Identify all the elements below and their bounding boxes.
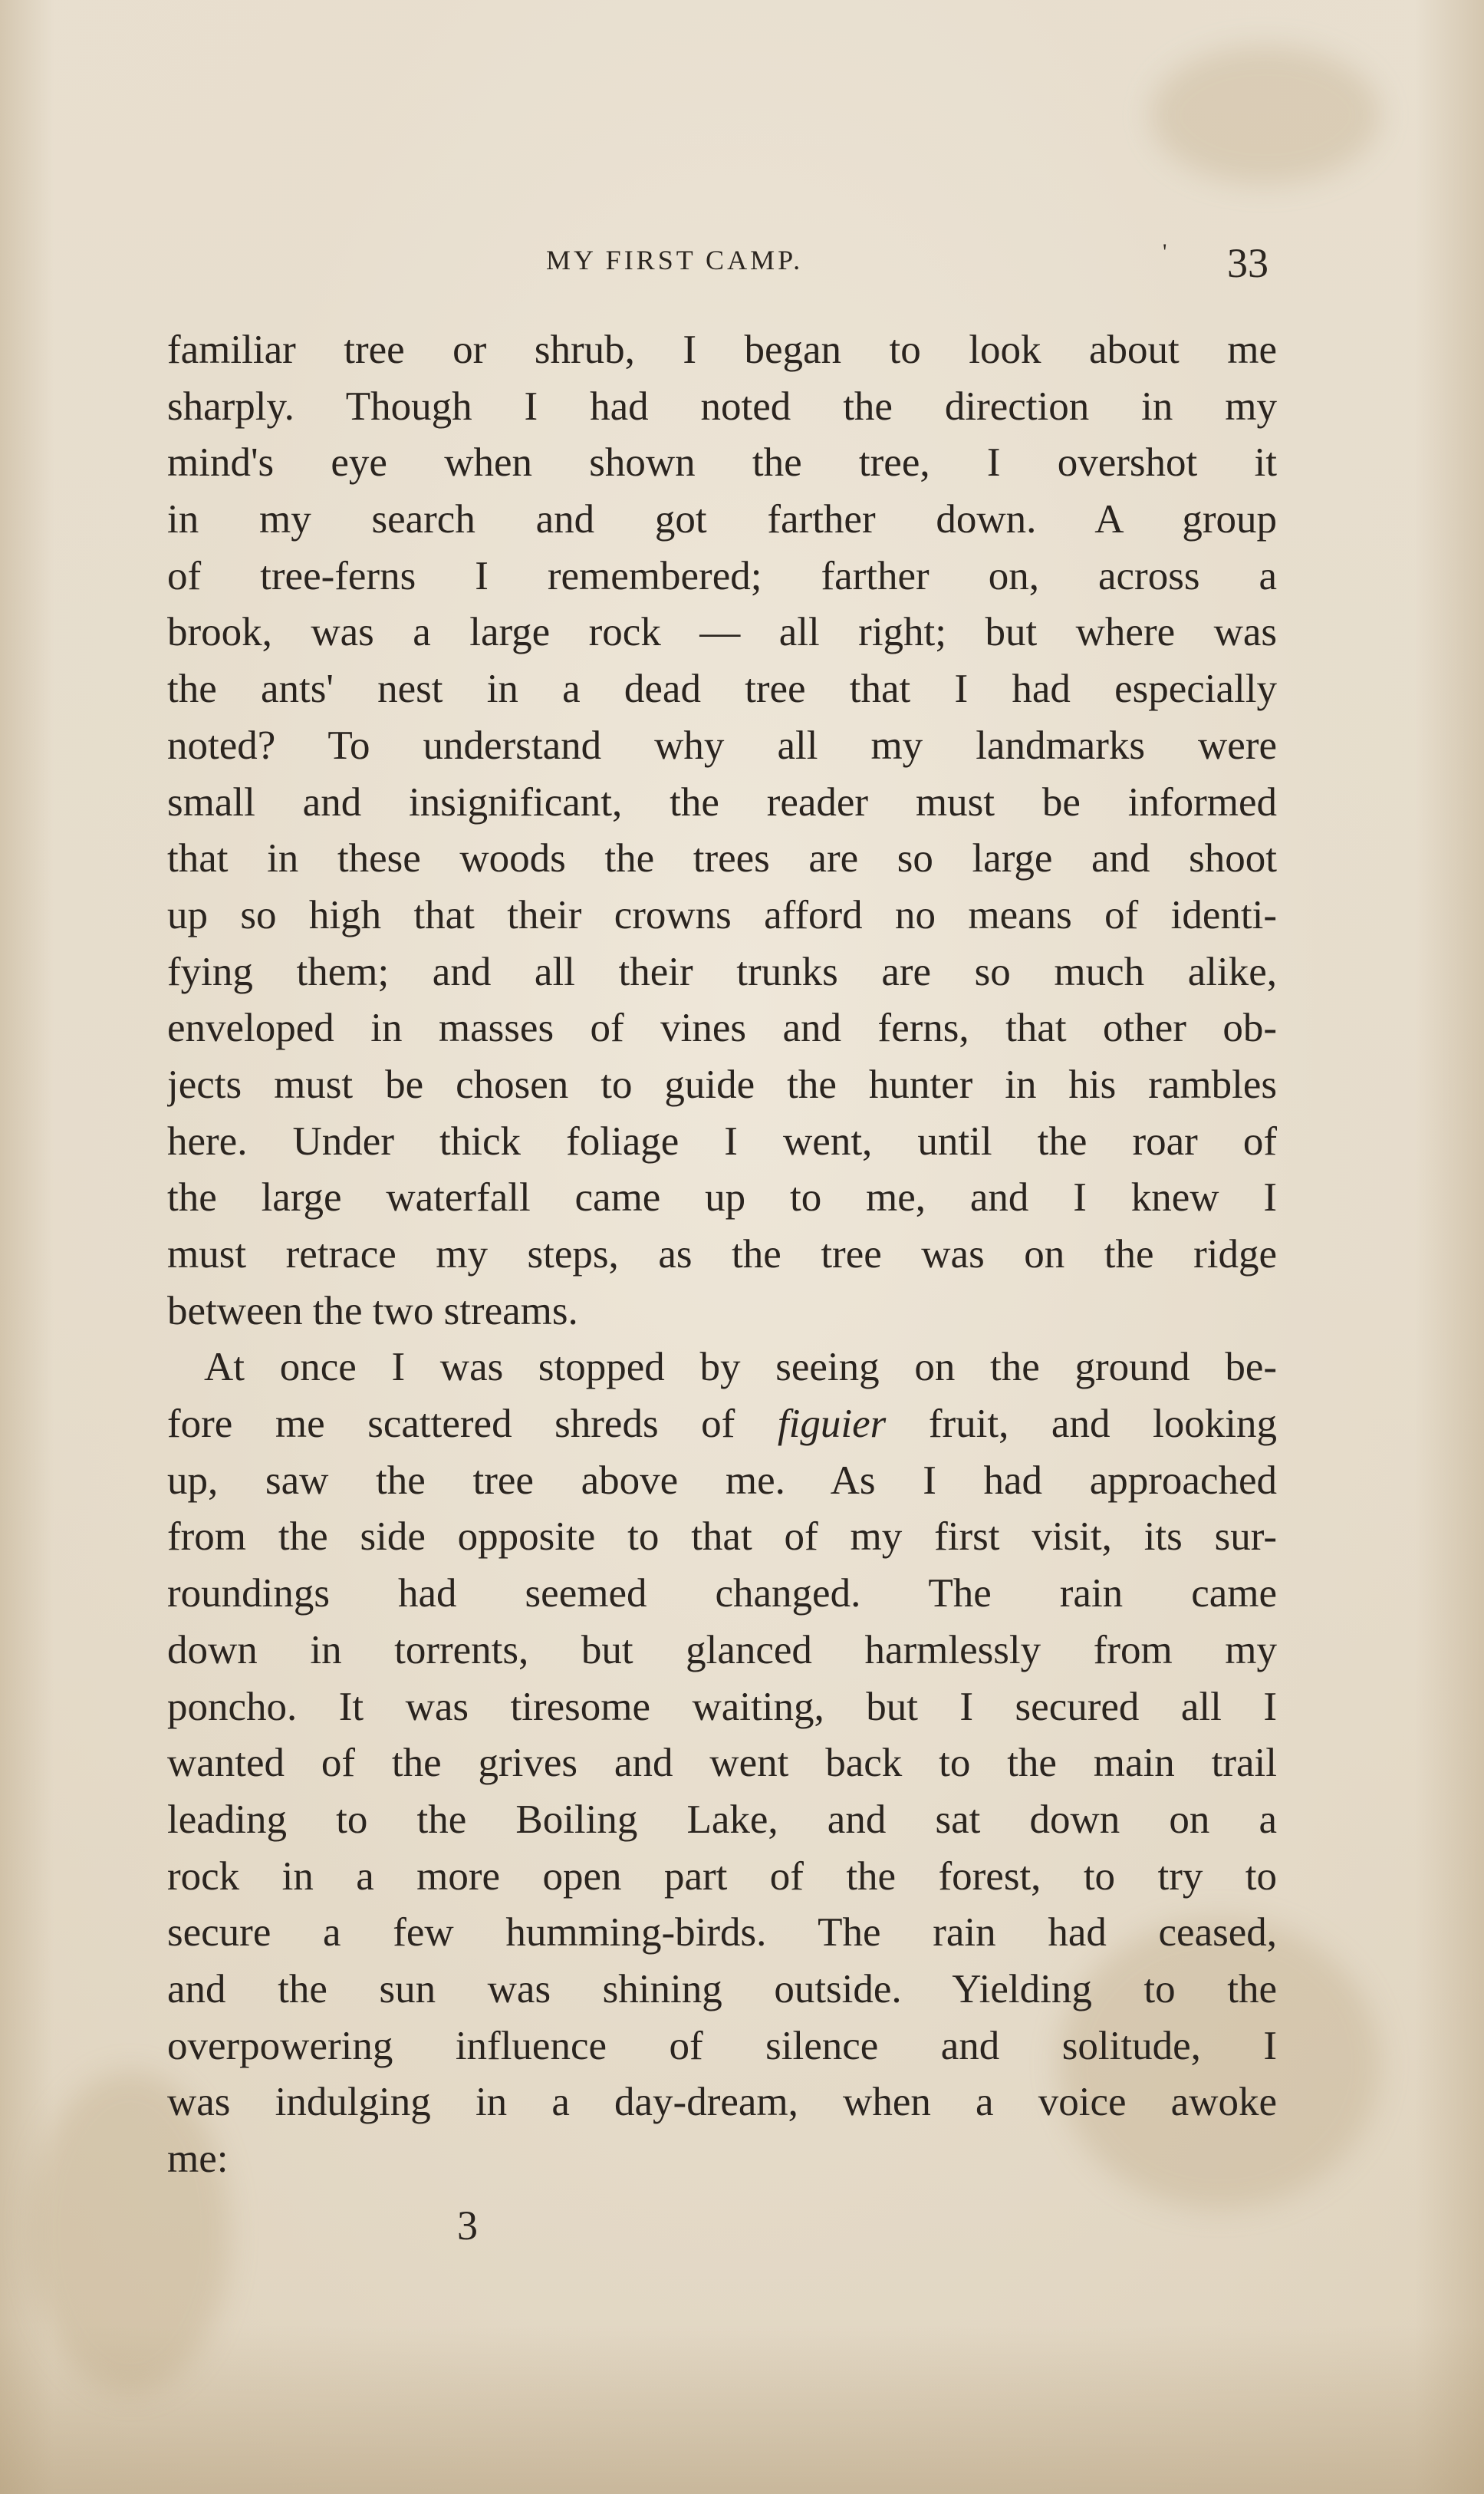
text-line: noted? To understand why all my landmarks were	[167, 723, 1277, 768]
text-line: up, saw the tree above me. As I had approached	[167, 1458, 1277, 1503]
text-line: down in torrents, but glanced harmlessly from my	[167, 1627, 1277, 1672]
text-line: here. Under thick foliage I went, until the roar of	[167, 1119, 1277, 1164]
page-edge-shadow-bottom	[0, 2325, 1484, 2494]
running-title: MY FIRST CAMP.	[546, 245, 804, 275]
page-edge-shadow-right	[1415, 0, 1484, 2494]
text-line: secure a few humming-birds. The rain had ceased,	[167, 1910, 1277, 1955]
text-line: overpowering influence of silence and solitude, I	[167, 2023, 1277, 2068]
text-segment: fruit, and looking	[886, 1402, 1277, 1447]
text-line: familiar tree or shrub, I began to look about me	[167, 328, 1277, 372]
text-line: was indulging in a day-dream, when a voice awoke	[167, 2080, 1277, 2125]
text-line: small and insignificant, the reader must be informed	[167, 779, 1277, 825]
text-line: up so high that their crowns afford no means of identi-	[167, 892, 1277, 937]
page-edge-shadow-left	[0, 0, 54, 2494]
text-line: and the sun was shining outside. Yielding to the	[167, 1966, 1277, 2011]
text-line: must retrace my steps, as the tree was on the ridge	[167, 1232, 1277, 1277]
running-head	[0, 239, 1484, 285]
text-line: roundings had seemed changed. The rain came	[167, 1571, 1277, 1616]
text-line: fying them; and all their trunks are so much alike,	[167, 949, 1277, 994]
text-line: of tree-ferns I remembered; farther on, across a	[167, 553, 1277, 598]
paragraph-start-line: At once I was stopped by seeing on the ground be-	[204, 1345, 1277, 1390]
text-line: rock in a more open part of the forest, to try to	[167, 1853, 1277, 1899]
text-line: brook, was a large rock — all right; but where was	[167, 610, 1277, 655]
text-line: from the side opposite to that of my first visit, its sur-	[167, 1514, 1277, 1560]
running-head-mark: '	[1163, 239, 1167, 265]
text-line: in my search and got farther down. A group	[167, 497, 1277, 542]
italic-word: figuier	[777, 1402, 887, 1447]
text-line: poncho. It was tiresome waiting, but I secured all I	[167, 1684, 1277, 1729]
text-segment: fore me scattered shreds of	[167, 1402, 778, 1447]
text-line: jects must be chosen to guide the hunter in his rambles	[167, 1062, 1277, 1107]
text-line: wanted of the grives and went back to the main trail	[167, 1741, 1277, 1786]
text-line: leading to the Boiling Lake, and sat down on a	[167, 1797, 1277, 1842]
paper-stain	[1150, 46, 1380, 184]
text-line: between the two streams.	[167, 1288, 578, 1333]
text-line: sharply. Though I had noted the direction in my	[167, 384, 1277, 429]
text-line: the large waterfall came up to me, and I knew I	[167, 1175, 1277, 1221]
page-number: 33	[1227, 240, 1268, 286]
text-line: mind's eye when shown the tree, I overshot it	[167, 440, 1277, 486]
text-line: that in these woods the trees are so large and shoot	[167, 836, 1277, 881]
signature-mark: 3	[457, 2202, 478, 2249]
text-line: me:	[167, 2137, 229, 2181]
text-line: enveloped in masses of vines and ferns, that other ob-	[167, 1006, 1277, 1051]
text-line-with-italic	[167, 1396, 1277, 1453]
body-text	[167, 322, 1277, 2188]
text-line: the ants' nest in a dead tree that I had especially	[167, 667, 1277, 712]
